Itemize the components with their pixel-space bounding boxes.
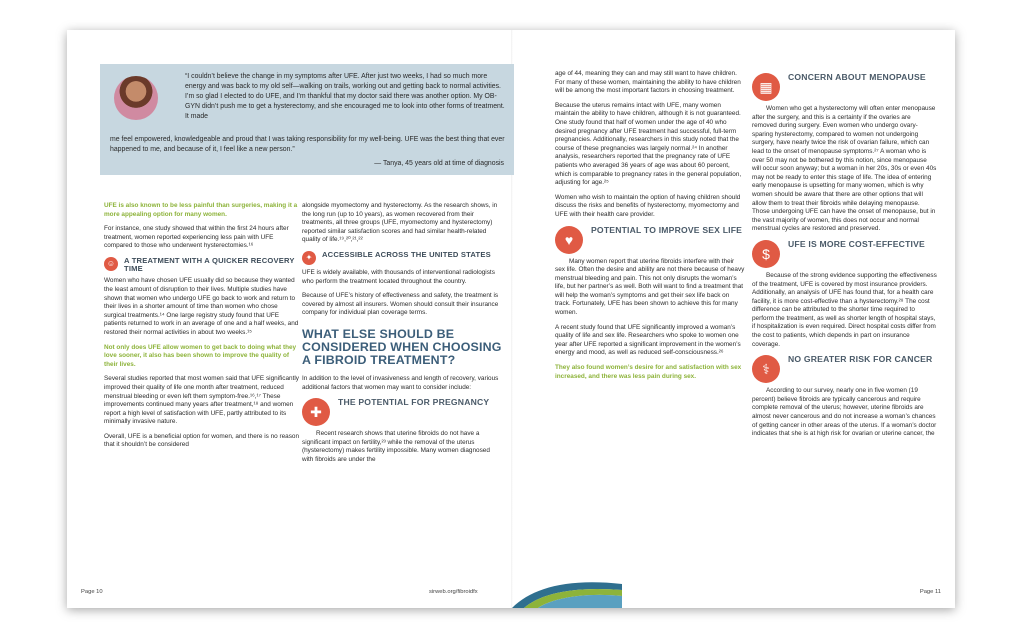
paragraph: For instance, one study showed that within the first 24 hours after treatment, women reported experiencing less pain with UFE compared to those who underwent hysterectomies.¹⁶	[104, 225, 289, 250]
column-4	[752, 70, 937, 445]
column-2	[302, 202, 502, 471]
heading-text: NO GREATER RISK FOR CANCER	[788, 354, 933, 365]
smile-icon: ☺	[104, 257, 118, 271]
paragraph: Because of UFE’s history of effectiveness and safety, the treatment is covered by almost all insurers. Women should consult their insurance company for individual plan coverage terms.	[302, 292, 499, 317]
section-heading	[302, 398, 502, 426]
heading-text: UFE IS MORE COST-EFFECTIVE	[788, 238, 925, 249]
paragraph: Many women report that uterine fibroids interfere with their sex life. Often the desire and ability are not there because of heavy menstrual bleeding and pain. This not only disrupts the woman’s life, but her partner’s as well. Both will want to find a treatment that will help the woman’s symptoms and get their sex life back on track. Fortunately, UFE has been shown to achieve this for many women.	[555, 257, 745, 317]
paragraph: Women who get a hysterectomy will often enter menopause after the surgery, and this is a certainty if the ovaries are removed during surgery. Even women who undergo ovary-sparing hysterectomy, compared to women not undergoing surgery, have nearly twice the risk of ovarian failure, which can lead to the onset of menopause symptoms.²⁷ A woman who is over 50 may not be bothered by this notion, since menopause will occur soon anyway; but a woman in her 20s, 30s or even 40s may not be ready to enter this stage of life. The idea of entering early menopause is upsetting for many women, which is why women should be aware that there are other options that will allow them to treat their fibroids while delaying menopause. Those undergoing UFE can have the onset of menopause, but in the vast majority of women, this does not occur and normal menstrual cycles are restored and preserved.	[752, 105, 937, 233]
testimonial-box	[100, 64, 514, 175]
heading-text: POTENTIAL TO IMPROVE SEX LIFE	[591, 224, 743, 235]
section-heading	[104, 257, 300, 273]
paragraph: A recent study found that UFE significantly improved a woman’s quality of life and sex life. Researchers who spoke to women one year after UFE reported a significant improvement in the women’s energy and mood, as well as reduced self-consciousness.²⁶	[555, 323, 741, 357]
page-number-right: Page 11	[919, 589, 941, 595]
stethoscope-icon: ⚕	[752, 355, 780, 383]
heading-text: A TREATMENT WITH A QUICKER RECOVERY TIME	[124, 255, 295, 274]
heart-icon: ♥	[555, 226, 583, 254]
calendar-icon: ▦	[752, 73, 780, 101]
paragraph: Several studies reported that most women said that UFE significantly improved their quality of life one month after treatment, reduced menstrual bleeding or even left them symptom-free.¹⁶,¹⁷ These improvements continued many years after treatment,¹⁸ and women report a high level of satisfaction with UFE, partly attributed to its minimally invasive nature.	[104, 375, 300, 426]
testimonial-attribution: — Tanya, 45 years old at time of diagnosis	[374, 160, 504, 167]
paragraph: UFE is widely available, with thousands of interventional radiologists who perform the treatment located throughout the country.	[302, 268, 495, 285]
paragraph: Overall, UFE is a beneficial option for women, and there is no reason that it shouldn’t be considered	[104, 432, 300, 449]
paragraph: Because of the strong evidence supporting the effectiveness of the treatment, UFE is covered by most insurance providers. Additionally, an analysis of UFE has found that, for a health care facility, it is more cost-effective than a hysterectomy.²⁸ The cost difference can be attributed to the shorter time required to perform the treatment, as well as shorter length of hospital stays, if hospitalization is even required. Direct hospital costs differ from the cost to patients, which depends in part on insurance coverage.	[752, 271, 937, 348]
paragraph: According to our survey, nearly one in five women (19 percent) believe fibroids are typically cancerous and require complete removal of the uterus; however, uterine fibroids are almost never cancerous and do not increase a woman’s chances of getting cancer in other areas of the uterus. If a woman’s doctor indicates that she is at high risk for ovarian or uterine cancer, the	[752, 387, 937, 438]
paragraph: Because the uterus remains intact with UFE, many women maintain the ability to have children, although it is not guaranteed. One study found that half of women under the age of 40 who desired pregnancy after UFE treatment had successful, full-term pregnancies. Additionally, researchers in this study noted that the course of these pregnancies was largely normal.²⁴ In another analysis, researchers reported that the pregnancy rate of UFE patients who averaged 36 years of age was about 60 percent, which is comparable to pregnancy rates in the general population, adjusting for age.²⁵	[555, 101, 742, 187]
section-heading	[752, 355, 937, 383]
money-icon: $	[752, 240, 780, 268]
paragraph: Women who wish to maintain the option of having children should discuss the risks and benefits of hysterectomy, myomectomy and UFE with their health care provider.	[555, 193, 741, 218]
heading-text: ACCESSIBLE ACROSS THE UNITED STATES	[322, 249, 491, 259]
testimonial-text-bottom: me feel empowered, knowledgeable and proud that I was taking responsibility for my well-being. UFE was the best thing that ever happened to me, and because of it, I feel like a new person.”	[110, 136, 505, 153]
footer-url[interactable]: sirweb.org/fibroidfx	[429, 589, 478, 595]
paragraph: age of 44, meaning they can and may still want to have children. For many of these women, maintaining the ability to have children will be among the most important factors in choosing treatment.	[555, 70, 741, 95]
page-number-left: Page 10	[81, 589, 103, 595]
paragraph: Women who have chosen UFE usually did so because they wanted the least amount of disruption to their lives. Multiple studies have shown that women who undergo UFE go back to work and return to their lives in a shorter amount of time than women who chose surgical treatments.¹⁴ One large registry study found that UFE patients returned to work in an average of one and a half weeks, and restored their normal activities in about two weeks.¹⁵	[104, 277, 299, 336]
paragraph: Recent research shows that uterine fibroids do not have a significant impact on fertility,²³ while the removal of the uterus (hysterectomy) makes fertility impossible. Many women diagnosed with fibroids are under the	[302, 430, 490, 463]
column-1	[104, 202, 300, 456]
section-heading	[752, 240, 937, 268]
heading-text: CONCERN ABOUT MENOPAUSE	[788, 72, 926, 82]
highlight-text: Not only does UFE allow women to get back to doing what they love sooner, it also has been shown to improve the quality of their lives.	[104, 343, 297, 368]
us-map-icon: ✦	[302, 251, 316, 265]
section-title: WHAT ELSE SHOULD BE CONSIDERED WHEN CHOOSING A FIBROID TREATMENT?	[302, 326, 502, 367]
section-heading	[752, 73, 937, 101]
column-3	[555, 70, 745, 387]
heading-text: THE POTENTIAL FOR PREGNANCY	[338, 397, 490, 408]
paragraph: alongside myomectomy and hysterectomy. As the research shows, in the long run (up to 10 years), as women recovered from their treatments, all three groups (UFE, myomectomy and hysterectomy) reported similar satisfaction scores and had similar health-related quality of life.¹⁹,²⁰,²¹,²²	[302, 202, 498, 244]
avatar	[114, 76, 158, 120]
section-heading	[302, 251, 502, 265]
brochure-spread	[67, 30, 955, 608]
paragraph: In addition to the level of invasiveness and length of recovery, various additional factors that women may want to consider include:	[302, 374, 499, 391]
highlight-text: They also found women’s desire for and satisfaction with sex increased, and there was less pain during sex.	[555, 364, 742, 380]
pregnancy-test-icon: ✚	[302, 398, 330, 426]
section-heading	[555, 226, 745, 254]
testimonial-text-top: “I couldn’t believe the change in my symptoms after UFE. After just two weeks, I had so much more energy and was back to my old self—walking on trails, working out and getting back to normal activities. I’m so glad I elected to do UFE, and I’m thankful that my doctor said there was another option. My OB-GYN didn’t push me to get a hysterectomy, and she encouraged me to look into other forms of treatment. It made	[185, 73, 505, 120]
highlight-text: UFE is also known to be less painful than surgeries, making it a more appealing option for many women.	[104, 202, 298, 218]
brand-swoosh	[512, 574, 622, 608]
